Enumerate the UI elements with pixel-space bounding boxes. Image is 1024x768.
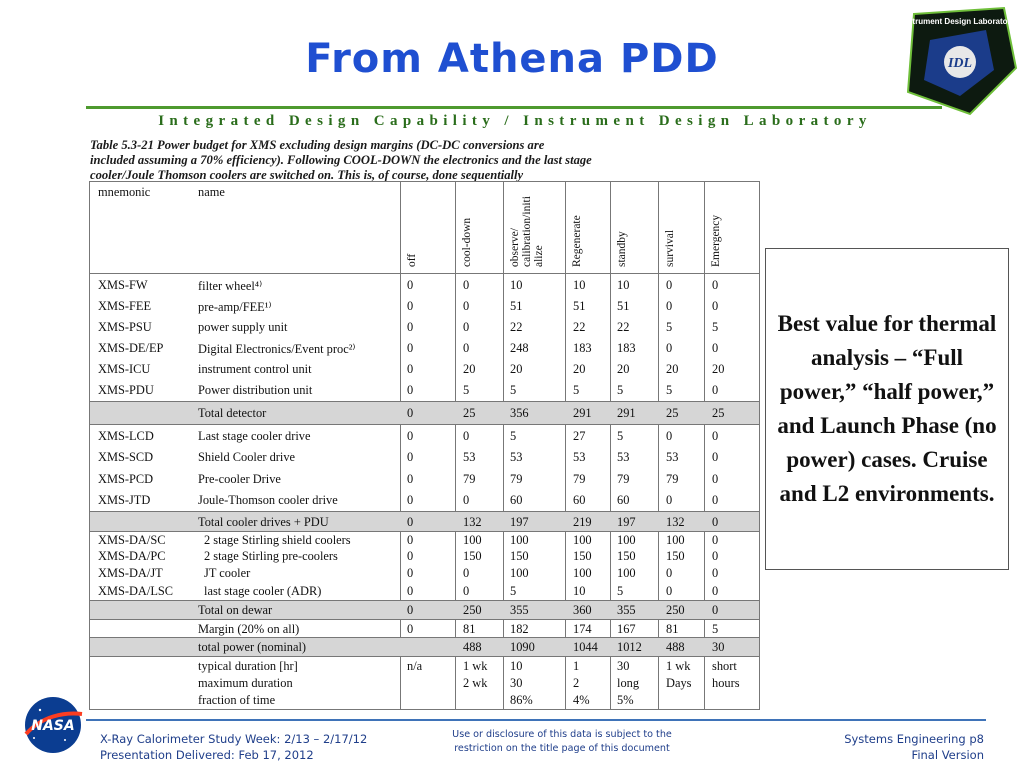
- cell-value: 183: [617, 341, 636, 355]
- cell-value: 182: [510, 622, 529, 636]
- idl-logo-text: Instrument Design Laboratory: [900, 17, 1016, 26]
- cell-name: 2 stage Stirling shield coolers: [204, 533, 351, 547]
- cell-value: 30: [617, 659, 630, 673]
- cell-mnemonic: XMS-DE/EP: [98, 341, 164, 355]
- cell-value: 100: [510, 533, 529, 547]
- header-mode: [569, 179, 589, 267]
- header-name: name: [198, 185, 225, 199]
- table-row: [90, 565, 759, 582]
- footer-page-label: Systems Engineering p8: [844, 732, 984, 746]
- cell-value: 51: [573, 299, 586, 313]
- header-mode-label: off: [406, 253, 418, 267]
- cell-value: 167: [617, 622, 636, 636]
- cell-value: 0: [712, 584, 719, 598]
- cell-value: 248: [510, 341, 529, 355]
- cell-value: 0: [463, 299, 470, 313]
- cell-mnemonic: XMS-DA/SC: [98, 533, 166, 547]
- header-mnemonic: mnemonic: [98, 185, 151, 199]
- cell-value: 60: [510, 493, 523, 507]
- cell-name: Shield Cooler drive: [198, 450, 296, 464]
- cell-value: 10: [617, 278, 630, 292]
- header-mode-label: survival: [664, 229, 676, 267]
- cell-value: 0: [712, 493, 719, 507]
- header-mode-label: observe/ calibration/initi alize: [509, 196, 545, 267]
- cell-name: Last stage cooler drive: [198, 429, 311, 443]
- cell-value: 0: [666, 566, 673, 580]
- cell-value: 0: [407, 406, 414, 420]
- table-row: [90, 582, 759, 600]
- cell-value: 10: [573, 584, 586, 598]
- cell-value: 0: [463, 584, 470, 598]
- cell-mnemonic: XMS-DA/LSC: [98, 584, 174, 598]
- cell-mnemonic: XMS-LCD: [98, 429, 154, 443]
- cell-value: 356: [510, 406, 529, 420]
- table-row: [90, 674, 759, 692]
- caption-line-1: Table 5.3-21 Power budget for XMS excluding design margins (DC-DC conversions are: [90, 138, 545, 152]
- cell-value: 5: [617, 383, 624, 397]
- cell-value: 20: [510, 362, 523, 376]
- cell-name: total power (nominal): [198, 640, 307, 654]
- cell-value: 1 wk: [666, 659, 691, 673]
- cell-value: 30: [712, 640, 725, 654]
- cell-value: n/a: [407, 659, 423, 673]
- cell-value: 5: [666, 383, 673, 397]
- cell-value: 183: [573, 341, 592, 355]
- cell-value: 0: [666, 299, 673, 313]
- cell-name: Digital Electronics/Event proc²⁾: [198, 342, 356, 356]
- table-row: [90, 296, 759, 317]
- cell-value: 0: [407, 472, 414, 486]
- cell-value: 25: [666, 406, 679, 420]
- cell-value: 5: [712, 622, 719, 636]
- power-budget-table: [89, 181, 760, 710]
- footer-study-week: X-Ray Calorimeter Study Week: 2/13 – 2/17/12: [100, 732, 368, 746]
- cell-value: 53: [510, 450, 523, 464]
- table-row: [90, 490, 759, 511]
- table-row: [90, 380, 759, 401]
- cell-name: instrument control unit: [198, 362, 312, 376]
- cell-value: 20: [712, 362, 725, 376]
- cell-value: 51: [617, 299, 630, 313]
- cell-value: 53: [463, 450, 476, 464]
- cell-value: 79: [573, 472, 586, 486]
- cell-value: 20: [617, 362, 630, 376]
- cell-value: 0: [407, 429, 414, 443]
- cell-value: 5: [510, 584, 517, 598]
- caption-line-3: cooler/Joule Thomson coolers are switched on. This is, of course, done sequentially: [90, 168, 524, 182]
- nasa-logo-text: NASA: [31, 718, 75, 734]
- cell-value: 0: [407, 584, 414, 598]
- cell-value: 5: [666, 320, 673, 334]
- cell-value: 0: [666, 429, 673, 443]
- footer-divider: [86, 719, 986, 721]
- cell-value: 0: [463, 341, 470, 355]
- cell-value: 291: [573, 406, 592, 420]
- header-mode-label: cool-down: [461, 217, 473, 267]
- cell-name: filter wheel⁴⁾: [198, 279, 263, 293]
- cell-value: 0: [407, 320, 414, 334]
- cell-value: 0: [407, 450, 414, 464]
- cell-value: 150: [463, 549, 482, 563]
- cell-value: 0: [407, 383, 414, 397]
- cell-value: 5%: [617, 693, 634, 707]
- cell-value: 100: [463, 533, 482, 547]
- cell-value: 22: [510, 320, 523, 334]
- cell-value: 0: [407, 566, 414, 580]
- cell-value: 20: [463, 362, 476, 376]
- cell-value: 10: [510, 278, 523, 292]
- slide-title: From Athena PDD: [305, 36, 719, 82]
- cell-value: 219: [573, 515, 592, 529]
- table-row: [90, 317, 759, 338]
- cell-value: 0: [712, 472, 719, 486]
- table-row: [90, 275, 759, 296]
- cell-value: 0: [407, 533, 414, 547]
- cell-value: 60: [617, 493, 630, 507]
- cell-value: 174: [573, 622, 592, 636]
- cell-value: 20: [573, 362, 586, 376]
- header-mode: [662, 179, 682, 267]
- cell-value: 132: [666, 515, 685, 529]
- cell-value: 360: [573, 603, 592, 617]
- cell-value: 51: [510, 299, 523, 313]
- cell-value: 1 wk: [463, 659, 488, 673]
- table-row: [90, 531, 759, 549]
- callout-box: [765, 248, 1009, 570]
- cell-value: 150: [573, 549, 592, 563]
- cell-value: 22: [573, 320, 586, 334]
- header-mode: [708, 179, 728, 267]
- cell-value: 132: [463, 515, 482, 529]
- cell-value: 0: [463, 320, 470, 334]
- callout-text: Best value for thermal analysis – “Full power,” “half power,” and Launch Phase (no power) cases. Cruise and L2 environments.: [777, 311, 997, 506]
- cell-mnemonic: XMS-DA/PC: [98, 549, 166, 563]
- cell-name: JT cooler: [204, 566, 251, 580]
- cell-value: 0: [463, 278, 470, 292]
- cell-value: 20: [666, 362, 679, 376]
- cell-value: 0: [407, 278, 414, 292]
- cell-value: 60: [573, 493, 586, 507]
- cell-value: 5: [617, 584, 624, 598]
- cell-value: 0: [712, 533, 719, 547]
- cell-value: 0: [666, 341, 673, 355]
- cell-value: 0: [712, 566, 719, 580]
- footer-delivered-date: Presentation Delivered: Feb 17, 2012: [100, 748, 314, 762]
- footer-center: [412, 728, 712, 756]
- cell-value: 0: [712, 603, 719, 617]
- slide-subtitle: Integrated Design Capability / Instrument Design Laboratory: [158, 113, 872, 129]
- footer-disclosure-line-1: Use or disclosure of this data is subject to the: [452, 729, 672, 740]
- cell-value: 488: [666, 640, 685, 654]
- cell-value: 150: [666, 549, 685, 563]
- cell-value: 0: [712, 383, 719, 397]
- cell-value: 1044: [573, 640, 598, 654]
- cell-mnemonic: XMS-ICU: [98, 362, 151, 376]
- cell-name: Margin (20% on all): [198, 622, 300, 636]
- cell-value: 5: [510, 429, 517, 443]
- cell-value: 100: [510, 566, 529, 580]
- cell-value: 79: [666, 472, 679, 486]
- cell-value: 100: [573, 533, 592, 547]
- cell-value: 53: [573, 450, 586, 464]
- table-header-row: [90, 182, 759, 274]
- cell-value: 86%: [510, 693, 533, 707]
- table-row: [90, 600, 759, 620]
- cell-value: 100: [617, 533, 636, 547]
- cell-name: typical duration [hr]: [198, 659, 298, 673]
- cell-mnemonic: XMS-FEE: [98, 299, 152, 313]
- cell-value: 0: [407, 549, 414, 563]
- header-mode-label: standby: [616, 231, 628, 267]
- cell-value: 0: [463, 493, 470, 507]
- cell-value: 5: [573, 383, 580, 397]
- cell-value: 355: [617, 603, 636, 617]
- cell-value: 0: [712, 341, 719, 355]
- table-row: [90, 692, 759, 709]
- cell-value: 10: [510, 659, 523, 673]
- idl-logo-icon: [900, 4, 1018, 118]
- header-mode: [507, 179, 545, 267]
- idl-logo-monogram: IDL: [947, 56, 973, 71]
- cell-value: 291: [617, 406, 636, 420]
- footer-disclosure-line-2: restriction on the title page of this document: [454, 743, 670, 754]
- title-divider: [86, 106, 942, 109]
- cell-value: 0: [407, 299, 414, 313]
- cell-value: 0: [712, 299, 719, 313]
- footer-right: [844, 731, 984, 763]
- cell-value: 0: [407, 493, 414, 507]
- cell-value: 79: [617, 472, 630, 486]
- cell-value: 0: [666, 493, 673, 507]
- cell-value: 81: [666, 622, 679, 636]
- cell-value: 1: [573, 659, 580, 673]
- cell-value: 250: [666, 603, 685, 617]
- cell-value: short: [712, 659, 737, 673]
- cell-value: Days: [666, 676, 692, 690]
- cell-value: long: [617, 676, 640, 690]
- cell-value: 0: [463, 566, 470, 580]
- cell-value: 0: [712, 515, 719, 529]
- header-mode: [614, 179, 634, 267]
- cell-name: Total on dewar: [198, 603, 273, 617]
- cell-value: 53: [666, 450, 679, 464]
- cell-value: 0: [666, 278, 673, 292]
- cell-value: 0: [712, 429, 719, 443]
- cell-name: 2 stage Stirling pre-coolers: [204, 549, 338, 563]
- cell-name: Joule-Thomson cooler drive: [198, 493, 338, 507]
- cell-name: Total cooler drives + PDU: [198, 515, 329, 529]
- cell-value: 150: [617, 549, 636, 563]
- table-row: [90, 637, 759, 657]
- cell-value: 30: [510, 676, 523, 690]
- cell-value: 79: [463, 472, 476, 486]
- cell-value: 197: [510, 515, 529, 529]
- cell-value: 10: [573, 278, 586, 292]
- cell-value: 150: [510, 549, 529, 563]
- cell-mnemonic: XMS-PDU: [98, 383, 154, 397]
- header-mode: [404, 179, 424, 267]
- table-row: [90, 401, 759, 425]
- cell-value: 79: [510, 472, 523, 486]
- header-mode: [459, 179, 479, 267]
- cell-name: power supply unit: [198, 320, 288, 334]
- cell-value: 5: [510, 383, 517, 397]
- cell-value: 100: [617, 566, 636, 580]
- cell-value: 2: [573, 676, 580, 690]
- table-row: [90, 548, 759, 565]
- cell-value: 5: [617, 429, 624, 443]
- cell-value: hours: [712, 676, 740, 690]
- cell-value: 2 wk: [463, 676, 488, 690]
- cell-value: 25: [463, 406, 476, 420]
- cell-value: 1012: [617, 640, 642, 654]
- cell-value: 0: [407, 622, 414, 636]
- cell-name: fraction of time: [198, 693, 276, 707]
- cell-name: Total detector: [198, 406, 267, 420]
- cell-mnemonic: XMS-JTD: [98, 493, 151, 507]
- table-row: [90, 656, 759, 675]
- cell-mnemonic: XMS-DA/JT: [98, 566, 163, 580]
- header-mode-label: Emergency: [710, 214, 722, 267]
- table-caption: [90, 138, 758, 183]
- cell-name: maximum duration: [198, 676, 293, 690]
- cell-value: 5: [712, 320, 719, 334]
- cell-value: 53: [617, 450, 630, 464]
- cell-name: Pre-cooler Drive: [198, 472, 281, 486]
- cell-value: 5: [463, 383, 470, 397]
- cell-value: 27: [573, 429, 586, 443]
- cell-value: 1090: [510, 640, 535, 654]
- cell-value: 4%: [573, 693, 590, 707]
- cell-mnemonic: XMS-PCD: [98, 472, 154, 486]
- header-mode-label: Regenerate: [571, 215, 583, 267]
- table-row: [90, 468, 759, 490]
- table-row: [90, 511, 759, 532]
- cell-value: 250: [463, 603, 482, 617]
- table-row: [90, 446, 759, 468]
- cell-value: 355: [510, 603, 529, 617]
- cell-value: 488: [463, 640, 482, 654]
- footer-left: [100, 731, 367, 763]
- table-row: [90, 359, 759, 380]
- cell-value: 197: [617, 515, 636, 529]
- cell-value: 0: [407, 362, 414, 376]
- cell-name: pre-amp/FEE¹⁾: [198, 300, 272, 314]
- cell-mnemonic: XMS-PSU: [98, 320, 152, 334]
- cell-mnemonic: XMS-SCD: [98, 450, 154, 464]
- cell-value: 81: [463, 622, 476, 636]
- table-row: [90, 338, 759, 359]
- cell-value: 0: [712, 450, 719, 464]
- cell-value: 0: [712, 549, 719, 563]
- nasa-logo-icon: [20, 694, 86, 756]
- cell-name: last stage cooler (ADR): [204, 584, 322, 598]
- footer-version: Final Version: [911, 748, 984, 762]
- cell-value: 100: [573, 566, 592, 580]
- table-row: [90, 619, 759, 638]
- table-row: [90, 424, 759, 447]
- cell-value: 0: [407, 603, 414, 617]
- cell-name: Power distribution unit: [198, 383, 313, 397]
- cell-value: 0: [407, 341, 414, 355]
- cell-value: 0: [666, 584, 673, 598]
- caption-line-2: included assuming a 70% efficiency). Following COOL-DOWN the electronics and the last stage: [90, 153, 592, 167]
- cell-value: 22: [617, 320, 630, 334]
- cell-value: 0: [712, 278, 719, 292]
- cell-mnemonic: XMS-FW: [98, 278, 148, 292]
- cell-value: 0: [407, 515, 414, 529]
- cell-value: 25: [712, 406, 725, 420]
- cell-value: 0: [463, 429, 470, 443]
- cell-value: 100: [666, 533, 685, 547]
